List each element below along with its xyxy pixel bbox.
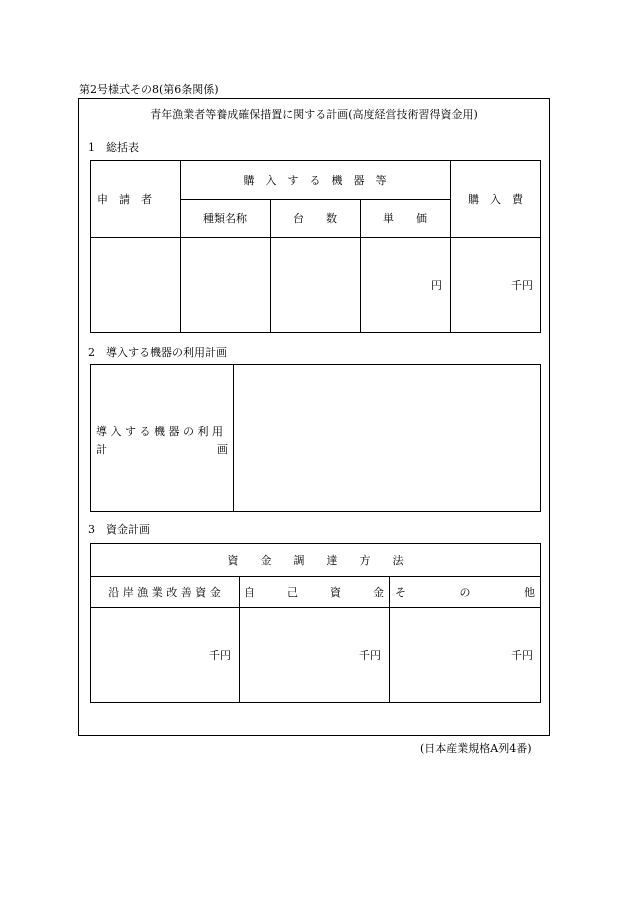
other-funds-suffix: 千円 [511,649,533,662]
form-number-label: 第2号様式その8(第6条関係) [79,83,219,96]
applicant-header: 申 請 者 [97,192,152,206]
other-funds-header: そ の 他 [395,585,535,599]
coastal-fund-header: 沿 岸 漁 業 改 善 資 金 [108,585,221,599]
own-funds-field[interactable] [239,607,389,703]
section3-heading: 3 資金計画 [88,523,150,536]
usage-plan-label-line1: 導 入 す る 機 器 の 利 用 [96,425,223,438]
funding-method-header: 資 金 調 達 方 法 [227,553,404,567]
paper-size-note: (日本産業規格A列4番) [420,742,532,755]
quantity-field[interactable] [270,237,360,333]
usage-plan-label-ke: 計 [96,443,107,456]
unit-price-header: 単 価 [383,212,427,225]
section1-heading: 1 総括表 [88,141,139,154]
applicant-field[interactable] [90,237,180,333]
type-name-header: 種類名称 [203,212,247,225]
coastal-fund-suffix: 千円 [209,649,231,662]
coastal-fund-field[interactable] [90,607,239,703]
type-name-field[interactable] [180,237,270,333]
usage-plan-label [96,423,228,457]
usage-plan-label-ga: 画 [217,443,228,456]
own-funds-header: 自 己 資 金 [244,585,384,599]
quantity-header: 台 数 [293,212,337,225]
usage-plan-field[interactable] [233,364,541,512]
unit-price-suffix: 円 [431,279,442,292]
purchase-cost-header: 購 入 費 [468,192,523,206]
document-title: 青年漁業者等養成確保措置に関する計画(高度経営技術習得資金用) [150,108,478,121]
section2-heading: 2 導入する機器の利用計画 [88,346,227,359]
equipment-group-header: 購 入 す る 機 器 等 [243,173,387,187]
unit-price-field[interactable] [360,237,450,333]
own-funds-suffix: 千円 [359,649,381,662]
other-funds-field[interactable] [389,607,541,703]
purchase-cost-suffix: 千円 [511,279,533,292]
purchase-cost-field[interactable] [450,237,541,333]
